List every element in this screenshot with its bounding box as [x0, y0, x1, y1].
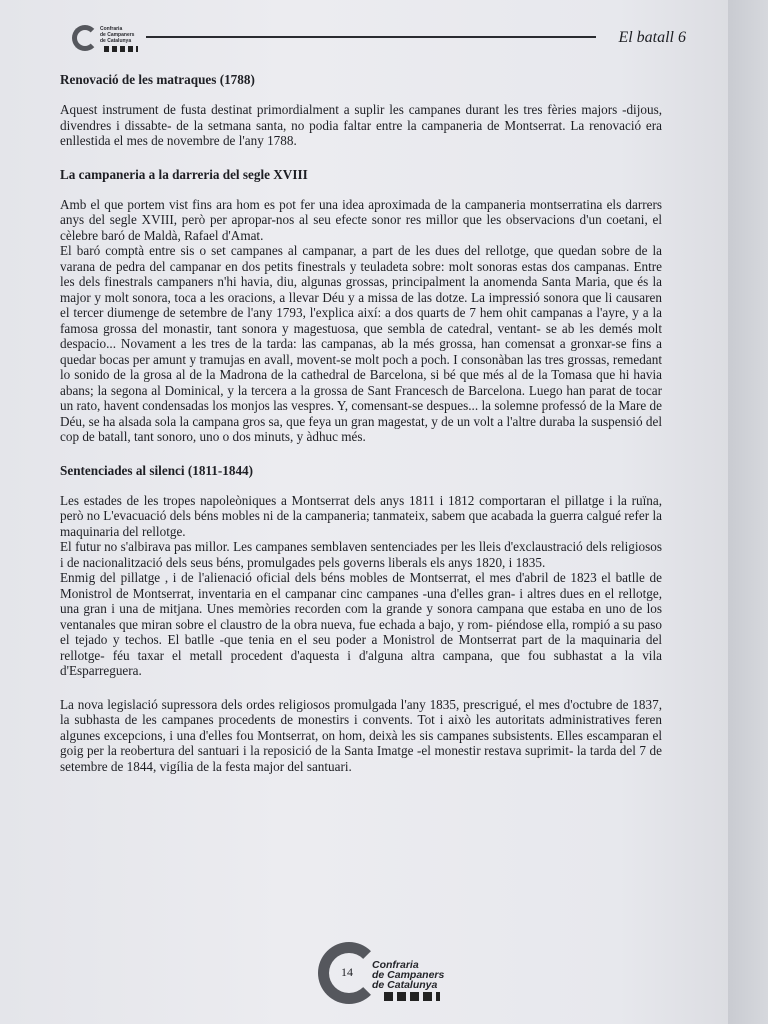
paragraph: Les estades de les tropes napoleòniques a Montserrat dels anys 1811 i 1812 comportaran el pillatge i la ruïna, però no L'evacuació dels béns mobles ni de la campaneria; tanmateix, sabem que acabada la guerra calgué refer la maquinaria del rellotge. — [60, 492, 662, 539]
bell-ring-icon — [72, 25, 98, 51]
footer-logo-text — [372, 960, 444, 990]
footer-logo-line-3: de Catalunya — [372, 979, 438, 991]
logo-stripes — [384, 992, 440, 1001]
section-heading-campaneria: La campaneria a la darreria del segle XVIII — [60, 166, 308, 182]
paragraph: Aquest instrument de fusta destinat primordialment a suplir les campanes durant les tres fèries majors -dijous, divendres i dissabte- de la setmana santa, no podia faltar entre la campaneria de Montserrat. La renovació era enllestida el mes de novembre de l'any 1788. — [60, 102, 662, 148]
section-heading-matraques: Renovació de les matraques (1788) — [60, 72, 255, 87]
logo-small-text — [100, 26, 134, 44]
logo-small-line-2: de Campaners — [100, 32, 135, 38]
footer-logo-line-1: Confraria — [372, 959, 419, 971]
paragraph: Amb el que portem vist fins ara hom es pot fer una idea aproximada de la campaneria montserratina els darrers anys del segle XVIII, però per apropar-nos al seu efecte sonor res millor que les observacions d'un coetani, el cèlebre baró de Maldà, Rafael d'Amat. — [60, 196, 662, 243]
paragraph: El futur no s'albirava pas millor. Les campanes semblaven sentenciades per les lleis d'exclaustració dels religiosos i de nacionalització dels seus béns, promulgades pels governs liberals els anys 1820, i 1835. — [60, 539, 662, 570]
next-page-edge — [728, 0, 768, 1024]
paragraph: La nova legislació supressora dels ordes religiosos promulgada l'any 1835, prescrigué, el mes d'octubre de 1837, la subhasta de les campanes procedents de monestirs i convents. Tot i això les autoritats administratives feren algunes excepcions, i una d'elles fou Montserrat, on hom, deixà les sis campanes subsistents. Elles escamparan el goig per la reobertura del santuari i la reposició de la Santa Imatge -el monestir restava suprimit- la tarda del 7 de setembre de 1844, vigília de la festa major del santuari. — [60, 696, 662, 774]
logo-stripes — [104, 46, 138, 52]
footer-logo-line-2: de Campaners — [372, 969, 445, 981]
article-body — [60, 72, 662, 774]
page-number: 14 — [341, 965, 353, 979]
running-title: El batall 6 — [618, 29, 686, 46]
paragraph: Enmig del pillatge , i de l'alienació oficial dels béns mobles de Montserrat, el mes d'abril de 1823 el batlle de Monistrol de Montserrat, inventaria en el campanar cinc campanes -una d'elles gran- i altres dues en el rellotge, una gran i una de mitjana. Unes memòries recorden com la grande y sonora campana que estaba en uno de los ventanales que miran sobre el claustro de la obra nueva, fue echada a bajo, y rom- piéndose ella, rompió a su paso el tejado y techos. El batlle -que tenia en el seu poder a Monistrol de Montserrat part de la maquinaria del rellotge- féu taxar el metall procedent d'aquesta i d'alguna altra campana, que fou subhastat a la vila d'Esparreguera. — [60, 570, 662, 678]
header-rule — [146, 36, 596, 38]
confraria-logo-footer — [318, 940, 448, 1010]
confraria-logo-small — [70, 22, 140, 56]
logo-small-line-3: de Catalunya — [100, 38, 132, 44]
logo-small-line-1: Confraria — [100, 26, 123, 32]
paragraph: El baró comptà entre sis o set campanes al campanar, a part de les dues del rellotge, que quedan sobre de la varana de pedra del campanar en dos petits finestrals y teuladeta sobre: molt sonoras estas dos campanas. Entre les dels finestrals campaners n'hi havia, diu, algunas grossas, principalment la anomenda Santa Maria, que és la major y molt sonora, toca a les oracions, a llevar Déu y a missa de las dotze. La impressió sonora que li causaren el tercer diumenge de setembre de l'any 1793, l'explica així: a dos quarts de 7 hem ohit campanas a l'ayre, y a la famosa grossa del monastir, tant sonora y magestuosa, que sembla de catedral, ventant- se ab les demés molt despacio... Novament a les tres de la tarda: las campanas, ab la més grossa, han comensat a gronxar-se fins a quedar bocas per amunt y tramujas en avall, movent-se molt poch a poch. I consonàban las tres grossas, remedant lo sonido de la grosa al de la Madrona de la cathedral de Barcelona, si bé que més al de la Tomasa que hi havia abans; la segona al Dominical, y la tercera a la grossa de Sant Francesch de Barcelona. Luego han parat de tocar un rato, havent condensadas los monjos las vespres. Y, comensant-se despues... la solemne professó de la Mare de Déu, se ha alsada sola la campana gros sa, que feya un gran magestat, y de un volt a l'altre duraba la suspensió del cop de batall, tant sonoro, uno o dos minuts, y àdhuc més. — [60, 243, 662, 444]
page-header — [70, 22, 690, 58]
section-heading-sentenciades: Sentenciades al silenci (1811-1844) — [60, 462, 254, 478]
